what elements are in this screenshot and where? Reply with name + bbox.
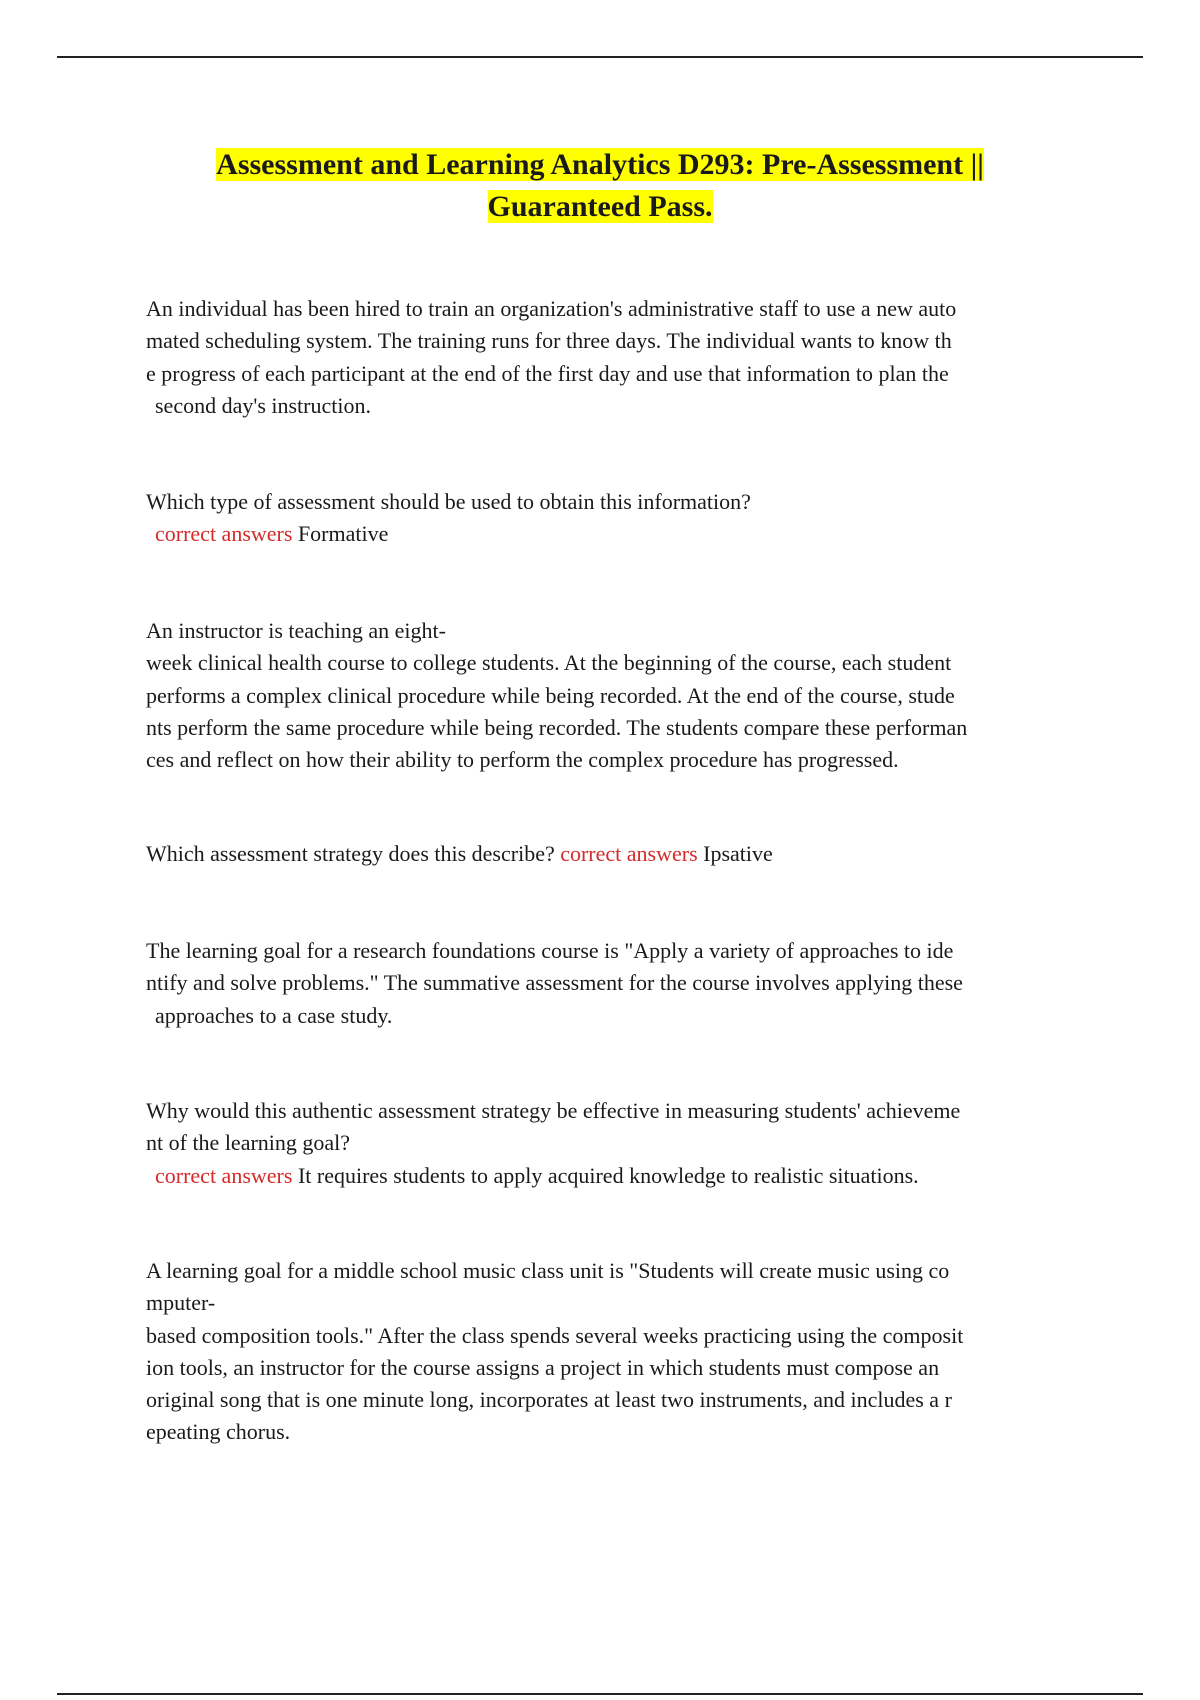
question-answer-line [146,838,1088,870]
correct-answers-label: correct answers [155,1162,293,1188]
answer-text: It requires students to apply acquired knowledge to realistic situations. [297,1162,919,1188]
scenario-line: The learning goal for a research foundations course is "Apply a variety of approaches to ide [146,938,954,963]
scenario-4 [146,1255,1088,1449]
scenario-line: mputer- [146,1290,216,1316]
scenario-line: performs a complex clinical procedure while being recorded. At the end of the course, stude [146,682,955,708]
scenario-line: A learning goal for a middle school music class unit is "Students will create music using co [146,1258,950,1283]
scenario-line: based composition tools." After the class spends several weeks practicing using the composit [146,1322,964,1348]
question-3 [146,1095,1088,1192]
question-text: Which type of assessment should be used to obtain this information? [146,489,751,514]
scenario-line: ion tools, an instructor for the course assigns a project in which students must compose an [146,1354,940,1380]
correct-answers-label: correct answers [560,841,698,866]
correct-answers-label: correct answers [155,521,293,547]
scenario-line: second day's instruction. [155,392,371,418]
scenario-1 [146,293,1088,422]
scenario-line: approaches to a case study. [155,1002,393,1028]
answer-text: Ipsative [703,841,773,866]
title-line-2: Guaranteed Pass. [487,190,713,223]
title-line-1: Assessment and Learning Analytics D293: Pre-Assessment || [216,148,984,181]
question-2 [146,838,1088,870]
scenario-line: epeating chorus. [146,1419,291,1445]
scenario-3 [146,935,1088,1032]
answer-text: Formative [297,521,389,547]
scenario-2 [146,615,1088,776]
scenario-line: mated scheduling system. The training runs for three days. The individual wants to know th [146,328,952,354]
question-1 [146,486,1088,551]
scenario-line: original song that is one minute long, incorporates at least two instruments, and includes a r [146,1387,952,1413]
question-line: nt of the learning goal? [146,1130,351,1156]
document-title [100,144,1100,228]
question-line: Why would this authentic assessment strategy be effective in measuring students' achieveme [146,1098,961,1123]
answer-line [146,518,1088,550]
scenario-line: An individual has been hired to train an organization's administrative staff to use a new auto [146,296,957,321]
answer-line [146,1160,1088,1192]
question-text: Which assessment strategy does this describe? [146,841,555,866]
scenario-line: week clinical health course to college students. At the beginning of the course, each student [146,650,952,676]
scenario-line: ces and reflect on how their ability to perform the complex procedure has progressed. [146,747,899,773]
bottom-rule [57,1693,1143,1695]
scenario-line: nts perform the same procedure while being recorded. The students compare these performan [146,714,968,740]
scenario-line: An instructor is teaching an eight- [146,618,446,643]
scenario-line: ntify and solve problems." The summative assessment for the course involves applying these [146,970,963,996]
top-rule [57,56,1143,58]
scenario-line: e progress of each participant at the end of the first day and use that information to plan the [146,360,949,386]
